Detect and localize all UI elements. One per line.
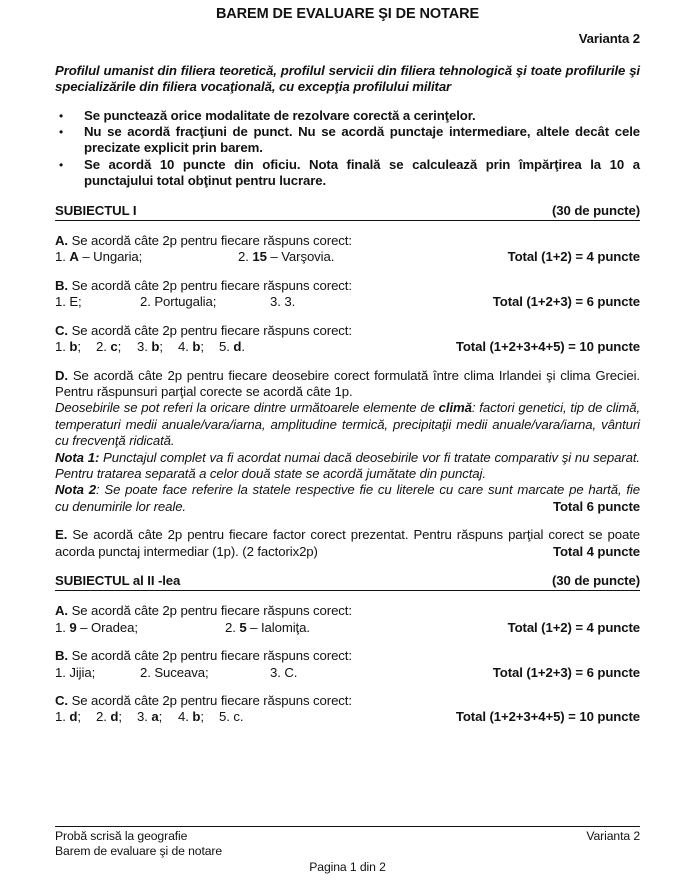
section-intro: E. Se acordă câte 2p pentru fiecare factor corect prezentat. Pentru răspuns parţial corect se poate	[55, 527, 640, 543]
section-intro: A. Se acordă câte 2p pentru fiecare răspuns corect:	[55, 603, 352, 619]
answers-row	[55, 620, 640, 636]
general-rules-list	[55, 108, 640, 190]
section-e-lastline: acorda punctaj intermediar (1p). (2 factorix2p) Total 4 puncte	[55, 543, 640, 559]
answer-item: 1. A – Ungaria;	[55, 249, 143, 265]
answer-item: 2. 15 – Varşovia.	[238, 249, 335, 265]
subject1-section-e	[55, 527, 640, 560]
subject1-section-a	[55, 233, 640, 266]
section-d-nota1: Nota 1: Punctajul complet va fi acordat numai dacă deosebirile vor fi tratate comparativ şi nu separat. Pentru tratarea separată a celor două state se acordă jumătate din punctaj.	[55, 449, 640, 481]
rule-item	[55, 108, 640, 124]
section-intro: B. Se acordă câte 2p pentru fiecare răspuns corect:	[55, 648, 352, 664]
section-intro: A. Se acordă câte 2p pentru fiecare răspuns corect:	[55, 233, 352, 249]
total-label: Total (1+2+3+4+5) = 10 puncte	[455, 709, 640, 725]
footer-page-number: Pagina 1 din 2	[309, 860, 386, 875]
subject2-points: (30 de puncte)	[552, 572, 640, 588]
answer-item: 2. d;	[96, 709, 122, 725]
footer-exam-name: Probă scrisă la geografie	[55, 829, 188, 844]
answers-row	[55, 249, 640, 265]
answer-item: 2. Portugalia;	[140, 294, 217, 310]
rule-text: Se punctează orice modalitate de rezolvare corectă a cerinţelor.	[84, 107, 476, 123]
page-title: BAREM DE EVALUARE ŞI DE NOTARE	[215, 6, 480, 22]
rule-text: Se acordă 10 puncte din oficiu. Nota finală se calculează prin împărţirea la 10 a punctajului total obţinut pentru lucrare.	[84, 156, 640, 189]
section-d-lastline: cu denumirile lor reale. Total 6 puncte	[55, 498, 640, 514]
answer-item: 1. d;	[55, 709, 81, 725]
rule-text: Nu se acordă fracţiuni de punct. Nu se acordă punctaje intermediare, altele decât cele precizate explicit prin barem.	[84, 124, 640, 156]
subject1-section-d	[55, 368, 640, 516]
total-label: Total 4 puncte	[552, 543, 640, 559]
answer-item: 1. 9 – Oradea;	[55, 619, 138, 635]
section-intro: B. Se acordă câte 2p pentru fiecare răspuns corect:	[55, 277, 352, 293]
answer-item: 5. d.	[219, 339, 245, 355]
section-intro: C. Se acordă câte 2p pentru fiecare răspuns corect:	[55, 322, 352, 338]
answer-item: 2. 5 – Ialomiţa.	[225, 619, 310, 635]
answer-item: 3. b;	[137, 339, 163, 355]
subject1-points: (30 de puncte)	[552, 202, 640, 218]
variant-label: Varianta 2	[578, 31, 640, 47]
section-d-nota2: Nota 2: Se poate face referire la statele respective fie cu literele cu care sunt marcate pe hartă, fie	[55, 482, 640, 498]
answer-item: 1. E;	[55, 294, 82, 310]
answer-item: 2. Suceava;	[140, 664, 209, 680]
answer-item: 3. 3.	[270, 294, 296, 310]
answer-item: 4. b;	[178, 709, 204, 725]
total-label: Total 6 puncte	[552, 498, 640, 514]
rule-item	[55, 157, 640, 190]
subject2-section-c	[55, 693, 640, 726]
subject1-section-b	[55, 278, 640, 311]
total-label: Total (1+2+3+4+5) = 10 puncte	[455, 339, 640, 355]
answer-item: 1. b;	[55, 339, 81, 355]
page-footer	[55, 826, 640, 875]
subject1-title: SUBIECTUL I	[55, 202, 137, 218]
profile-note: Profilul umanist din filiera teoretică, profilul servicii din filiera tehnologică şi toate profilurile şi specializările din filiera vocaţională, cu excepţia profilului militar	[55, 62, 640, 95]
total-label: Total (1+2+3) = 6 puncte	[492, 294, 640, 310]
subject2-title: SUBIECTUL al II -lea	[55, 572, 181, 588]
answer-item: 3. C.	[270, 664, 298, 680]
section-intro: D. Se acordă câte 2p pentru fiecare deosebire corect formulată între clima Irlandei şi clima Greciei. Pentru răspunsuri parţial corecte se acordă câte 1p.	[55, 367, 640, 399]
total-label: Total (1+2) = 4 puncte	[507, 249, 640, 265]
answer-item: 1. Jijia;	[55, 664, 96, 680]
total-label: Total (1+2) = 4 puncte	[507, 619, 640, 635]
subject2-section-b	[55, 648, 640, 681]
answer-item: 2. c;	[96, 339, 122, 355]
answer-item: 5. c.	[219, 709, 244, 725]
answer-item: 3. a;	[137, 709, 163, 725]
answers-row	[55, 709, 640, 725]
footer-doc-name: Barem de evaluare şi de notare	[55, 843, 223, 858]
section-d-note: Deosebirile se pot referi la oricare dintre următoarele elemente de climă: factori genetici, tip de climă, temperaturi medii anuale/vara/iarna, amplitudine termică, precipitaţii medii anuale/vara/iarna, vânturi cu frecvenţă ridicată.	[55, 400, 641, 449]
bullet-icon: •	[59, 157, 64, 172]
answer-item: 4. b;	[178, 339, 204, 355]
bullet-icon: •	[59, 108, 64, 123]
section-intro: C. Se acordă câte 2p pentru fiecare răspuns corect:	[55, 693, 352, 708]
subject2-heading	[55, 573, 640, 591]
subject1-section-c	[55, 323, 640, 356]
answers-row	[55, 665, 640, 681]
subject1-heading	[55, 203, 640, 221]
answers-row	[55, 294, 640, 310]
answers-row	[55, 339, 640, 355]
bullet-icon: •	[59, 125, 64, 140]
footer-line-1	[55, 829, 640, 844]
total-label: Total (1+2+3) = 6 puncte	[492, 664, 640, 680]
subject2-section-a	[55, 603, 640, 636]
footer-variant: Varianta 2	[586, 829, 640, 844]
rule-item	[55, 124, 640, 157]
